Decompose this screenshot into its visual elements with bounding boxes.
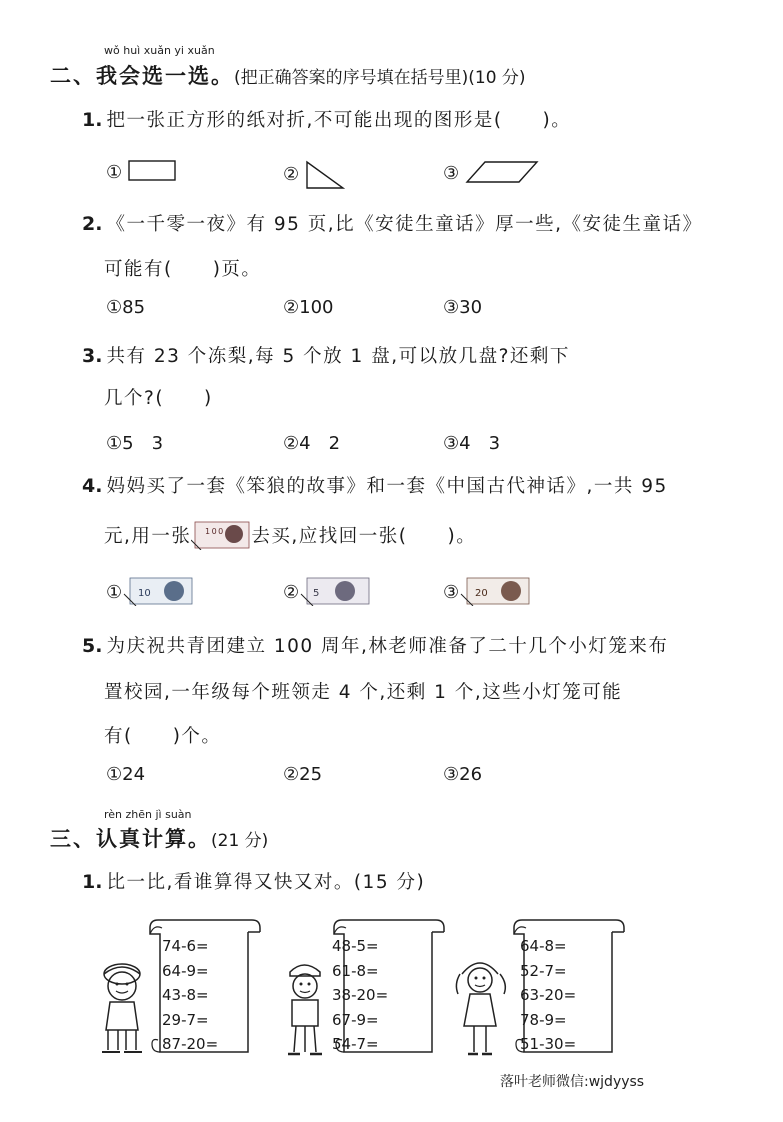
banknote-20-icon: [459, 576, 531, 606]
question-4-text-2b: 去买,应找回一张( )。: [251, 526, 477, 547]
q1-option-3: [443, 160, 539, 184]
scroll-1-item: 29-7=: [162, 1010, 209, 1029]
scroll-2-list: [332, 934, 388, 1057]
question-5-line-3: 有( )个。: [104, 726, 222, 747]
scroll-1-item: 87-20=: [162, 1035, 219, 1053]
q1-option-2-label: ②: [283, 164, 300, 185]
question-2-line-2: 可能有( )页。: [104, 259, 262, 280]
question-5: [82, 632, 668, 658]
question-2: [82, 210, 703, 236]
q1-option-1: [106, 160, 178, 183]
banknote-5-icon: [299, 576, 371, 606]
q4-option-3-label: ③: [443, 582, 460, 603]
question-5-number: 5.: [82, 635, 103, 657]
section2-note: (把正确答案的序号填在括号里)(10 分): [234, 68, 526, 88]
q2-option-1: ①85: [106, 297, 146, 318]
q5-option-3: ③26: [443, 764, 483, 785]
question-3: [82, 342, 570, 368]
section3-note: (21 分): [211, 831, 269, 851]
scroll-3-item: 78-9=: [520, 1010, 567, 1029]
banknote-100-value: 100: [205, 527, 226, 536]
q4-option-1: [106, 576, 194, 606]
question-4-line-2: [104, 520, 476, 550]
question-5-text-1: 为庆祝共青团建立 100 周年,林老师准备了二十几个小灯笼来布: [106, 636, 669, 657]
watermark: 落叶老师微信:wjdyyss: [500, 1074, 645, 1090]
q1-option-1-label: ①: [106, 162, 123, 183]
banknote-10-icon: [122, 576, 194, 606]
q5-option-2: ②25: [283, 764, 323, 785]
scroll-2-item: 61-8=: [332, 961, 379, 980]
section2-pinyin: wǒ huì xuǎn yi xuǎn: [104, 44, 215, 57]
q4-option-3: [443, 576, 531, 606]
q3-option-2: ②4 2: [283, 433, 341, 454]
q4-option-2: [283, 576, 371, 606]
banknote-20-value: 20: [475, 588, 488, 599]
scroll-group-3: [450, 912, 630, 1062]
scroll-group-2: [280, 912, 450, 1062]
parallelogram-icon: [465, 160, 539, 184]
scroll-2-item: 48-5=: [332, 937, 379, 955]
section3-title: [50, 823, 268, 853]
scroll-3-item: 52-7=: [520, 961, 567, 980]
question-3-text-1: 共有 23 个冻梨,每 5 个放 1 盘,可以放几盘?还剩下: [106, 346, 570, 367]
scroll-3-item: 64-8=: [520, 937, 567, 955]
q4-option-1-label: ①: [106, 582, 123, 603]
question-3-number: 3.: [82, 345, 103, 367]
q2-option-2: ②100: [283, 297, 334, 318]
scroll-2-item: 38-20=: [332, 986, 389, 1004]
rectangle-icon: [128, 160, 178, 182]
scroll-3-item: 51-30=: [520, 1035, 577, 1053]
question-4-text-1: 妈妈买了一套《笨狼的故事》和一套《中国古代神话》,一共 95: [106, 476, 668, 497]
scroll-1-list: [162, 934, 218, 1057]
section3-pinyin: rèn zhēn jì suàn: [104, 808, 192, 821]
section2-title: [50, 60, 526, 90]
scroll-1-item: 43-8=: [162, 986, 209, 1004]
q5-option-1: ①24: [106, 764, 146, 785]
triangle-icon: [305, 160, 345, 190]
q1-option-3-label: ③: [443, 163, 460, 184]
section3-sub-number: 1.: [82, 871, 103, 893]
q1-option-2: [283, 160, 345, 190]
section3-title-text: 三、认真计算。: [50, 827, 211, 851]
q4-option-2-label: ②: [283, 582, 300, 603]
banknote-10-value: 10: [138, 588, 151, 599]
question-2-text-1: 《一千零一夜》有 95 页,比《安徒生童话》厚一些,《安徒生童话》: [106, 214, 703, 235]
scroll-2-item: 54-7=: [332, 1035, 379, 1053]
scroll-group-1: [96, 912, 266, 1062]
scroll-3-list: [520, 934, 576, 1057]
question-1-text: 把一张正方形的纸对折,不可能出现的图形是( )。: [106, 110, 572, 131]
question-4-text-2a: 元,用一张: [104, 526, 192, 547]
scroll-3-item: 63-20=: [520, 986, 577, 1004]
q3-option-3: ③4 3: [443, 433, 501, 454]
section3-sub: [82, 868, 425, 894]
question-1-number: 1.: [82, 109, 103, 131]
q2-option-3: ③30: [443, 297, 483, 318]
question-4: [82, 472, 668, 498]
question-4-number: 4.: [82, 475, 103, 497]
banknote-5-value: 5: [313, 588, 320, 599]
question-3-line-2: 几个?( ): [104, 388, 213, 409]
scroll-2-item: 67-9=: [332, 1010, 379, 1029]
q3-option-1: ①5 3: [106, 433, 164, 454]
section2-title-text: 二、我会选一选。: [50, 64, 234, 88]
scroll-1-item: 64-9=: [162, 961, 209, 980]
section3-sub-text: 比一比,看谁算得又快又对。(15 分): [106, 872, 426, 893]
question-1: [82, 106, 571, 132]
banknote-100-icon: [191, 520, 251, 550]
scroll-1-item: 74-6=: [162, 937, 209, 955]
question-2-number: 2.: [82, 213, 103, 235]
girl-figure-icon: [450, 948, 512, 1060]
question-5-line-2: 置校园,一年级每个班领走 4 个,还剩 1 个,这些小灯笼可能: [104, 682, 623, 703]
